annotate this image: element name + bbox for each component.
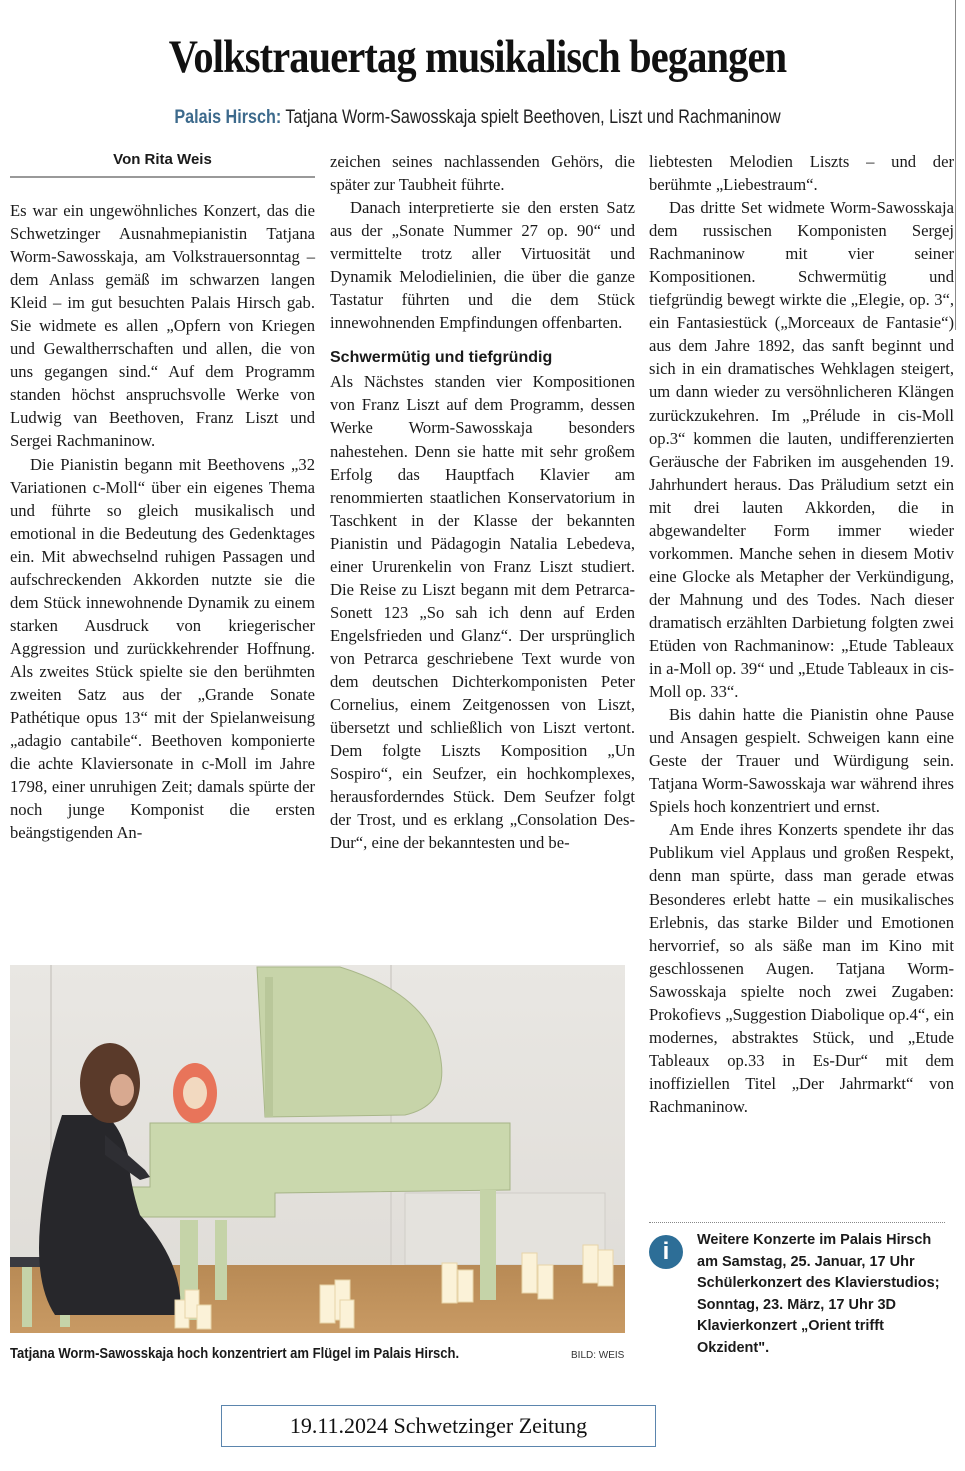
- paragraph: Bis dahin hatte die Pianistin ohne Pause und Ansagen gespielt. Schweigen kann eine Geste der Trauer und Würdigung sein. Tatjana Worm-Sawosskaja war während ihres Spiels hoch konzentriert und ernst.: [649, 705, 954, 817]
- paragraph: zeichen seines nachlassenden Gehörs, die später zur Taubheit führte.: [330, 152, 635, 195]
- paragraph: Danach interpretierte sie den ersten Satz aus der „Sonate Nummer 27 op. 90“ und vermittelte trotz aller Virtuosität und Dynamik Melodielinien, die über die ganze Tastatur führten und die dem Stück innewohnenden Empfindungen offenbarten.: [330, 198, 635, 333]
- source-footer: 19.11.2024 Schwetzinger Zeitung: [221, 1405, 656, 1447]
- concert-photo: [10, 965, 625, 1333]
- section-subhead: Schwermütig und tiefgründig: [330, 349, 553, 367]
- paragraph: Die Pianistin begann mit Beethovens „32 Variationen c-Moll“ über ein eigenes Thema und führte so gleich musikalisch und emotional in die Bedeutung des Gedenktages ein. Mit abwechselnd ruhigen Passagen und aufschreckenden Akkorden nutzte sie die dem Stück innewohnende Dynamik zu einem starken Ausdruck von kriegerischer Aggression und zurückkehrender Hoffnung. Als zweites Stück spielte sie den berühmten zweiten Satz aus der „Grande Sonate Pathétique opus 13“ mit der Spielanweisung „adagio cantabile“. Beethoven komponierte die achte Klaviersonate in c-Moll im Jahre 1798, einer unruhigen Zeit; damals spürte der noch junge Komponist die ersten beängstigenden An-: [10, 454, 315, 843]
- column-3: [649, 150, 954, 1118]
- photo-credit: BILD: WEIS: [571, 1350, 625, 1361]
- paragraph: liebtesten Melodien Liszts – und der berühmte „Liebestraum“.: [649, 152, 954, 195]
- headline: Volkstrauertag musikalisch begangen: [168, 31, 787, 83]
- info-icon: i: [649, 1235, 683, 1269]
- subheadline: [72, 107, 884, 129]
- paragraph: Das dritte Set widmete Worm-Sawosskaja dem russischen Komponisten Sergej Rachmaninow mit vier seiner Kompositionen. Schwermütig und tiefgründig bewegt wirkte die „Elegie, op. 3“, ein Fantasiestück („Morceaux de Fantasie“) aus dem Jahre 1892, das sanft beginnt und sich in ein dramatisches Wehklagen steigert, um dann wieder zu versöhnlicheren Klängen zurückzukehren. Im „Prélude in cis-Moll op.3“ kommen die lauten, undifferenzierten Geräusche der Fabriken im ausgehenden 19. Jahrhundert heraus. Das Präludium setzt ein mit drei lauten Akkorden, die in abgewandelter Form immer wieder vorkommen. Manche sehen in diesem Motiv eine Glocke als Metapher der Verkündigung, der Mahnung und des Todes. Nach dieser dramatisch erzählten Darbietung folgten zwei Etüden von Rachmaninow: „Etude Tableaux in a-Moll op. 39“ und „Etude Tableaux in cis-Moll op. 33“.: [649, 198, 954, 702]
- column-2: [330, 150, 635, 854]
- kicker: Palais Hirsch:: [174, 107, 282, 128]
- paragraph: Am Ende ihres Konzerts spendete ihr das Publikum viel Applaus und großen Respekt, denn man spürte, dass man gerade etwas Besonderes erlebt hatte – ein musikalisches Erlebnis, das starke Bilder und Emotionen hervorrief, so als säße man im Kino mit geschlossenen Augen. Tatjana Worm-Sawosskaja spielte noch zwei Zugaben: Prokofievs „Suggestion Diabolique op.4“, ein modernes, abstraktes Stück, und „Etude Tableaux op.33 in Es-Dur“ mit dem inoffiziellen Titel „Der Jahrmarkt“ von Rachmaninow.: [649, 820, 954, 1116]
- piano-leg: [480, 1190, 496, 1300]
- paragraph: Als Nächstes standen vier Kompositionen von Franz Liszt auf dem Programm, dessen Werke Worm-Sawosskaja besonders nahestehen. Denn sie hatte mit sehr großem Erfolg das Hauptfach Klavier am renommierten staatlichen Konservatorium in Taschkent in der Klasse der bekannten Pianistin und Pädagogin Natalia Lebedeva, einer Ururenkelin von Franz Liszt studiert. Die Reise zu Liszt begann mit dem Petrarca-Sonett 123 „So sah ich denn auf Erden Engelsfrieden und Glanz“. Der ursprünglich von Petrarca geschriebene Text wurde von dem deutschen Dichterkomponisten Peter Cornelius, einem Zeitgenossen von Liszt, übersetzt und schließlich von Liszt vertont. Dem folgte Liszts Komposition „Un Sospiro“, ein Seufzer, ein hochkomplexes, herausforderndes Stück. Dem Seufzer folgt der Trost, und es erklang „Consolation Des-Dur“, eine der bekanntesten und be-: [330, 372, 635, 853]
- photo-caption: Tatjana Worm-Sawosskaja hoch konzentriert am Flügel im Palais Hirsch.: [10, 1346, 460, 1362]
- subheadline-text: Tatjana Worm-Sawosskaja spielt Beethoven, Liszt und Rachmaninow: [285, 107, 781, 128]
- info-box-text: Weitere Konzerte im Palais Hirsch am Samstag, 25. Januar, 17 Uhr Schülerkonzert des Klavierstudios; Sonntag, 23. März, 17 Uhr 3D Klavierkonzert „Orient trifft Okzident".: [697, 1232, 940, 1356]
- byline: Von Rita Weis: [10, 150, 315, 178]
- column-1: [10, 150, 315, 844]
- paragraph: Es war ein ungewöhnliches Konzert, das die Schwetzinger Ausnahmepianistin Tatjana Worm-Sawosskaja, am Volkstrauersonntag – dem Anlass gemäß im schwarzen langen Kleid – im gut besuchten Palais Hirsch gab. Sie widmete es allen „Opfern von Kriegen und Gewaltherrschaften und allen, die von uns gegangen sind.“ Auf dem Programm standen höchst anspruchsvolle Werke von Ludwig van Beethoven, Franz Liszt und Sergei Rachmaninow.: [10, 201, 315, 451]
- pianist-illustration: [10, 965, 625, 1333]
- page-edge-divider: [955, 0, 956, 330]
- info-divider: [649, 1222, 945, 1223]
